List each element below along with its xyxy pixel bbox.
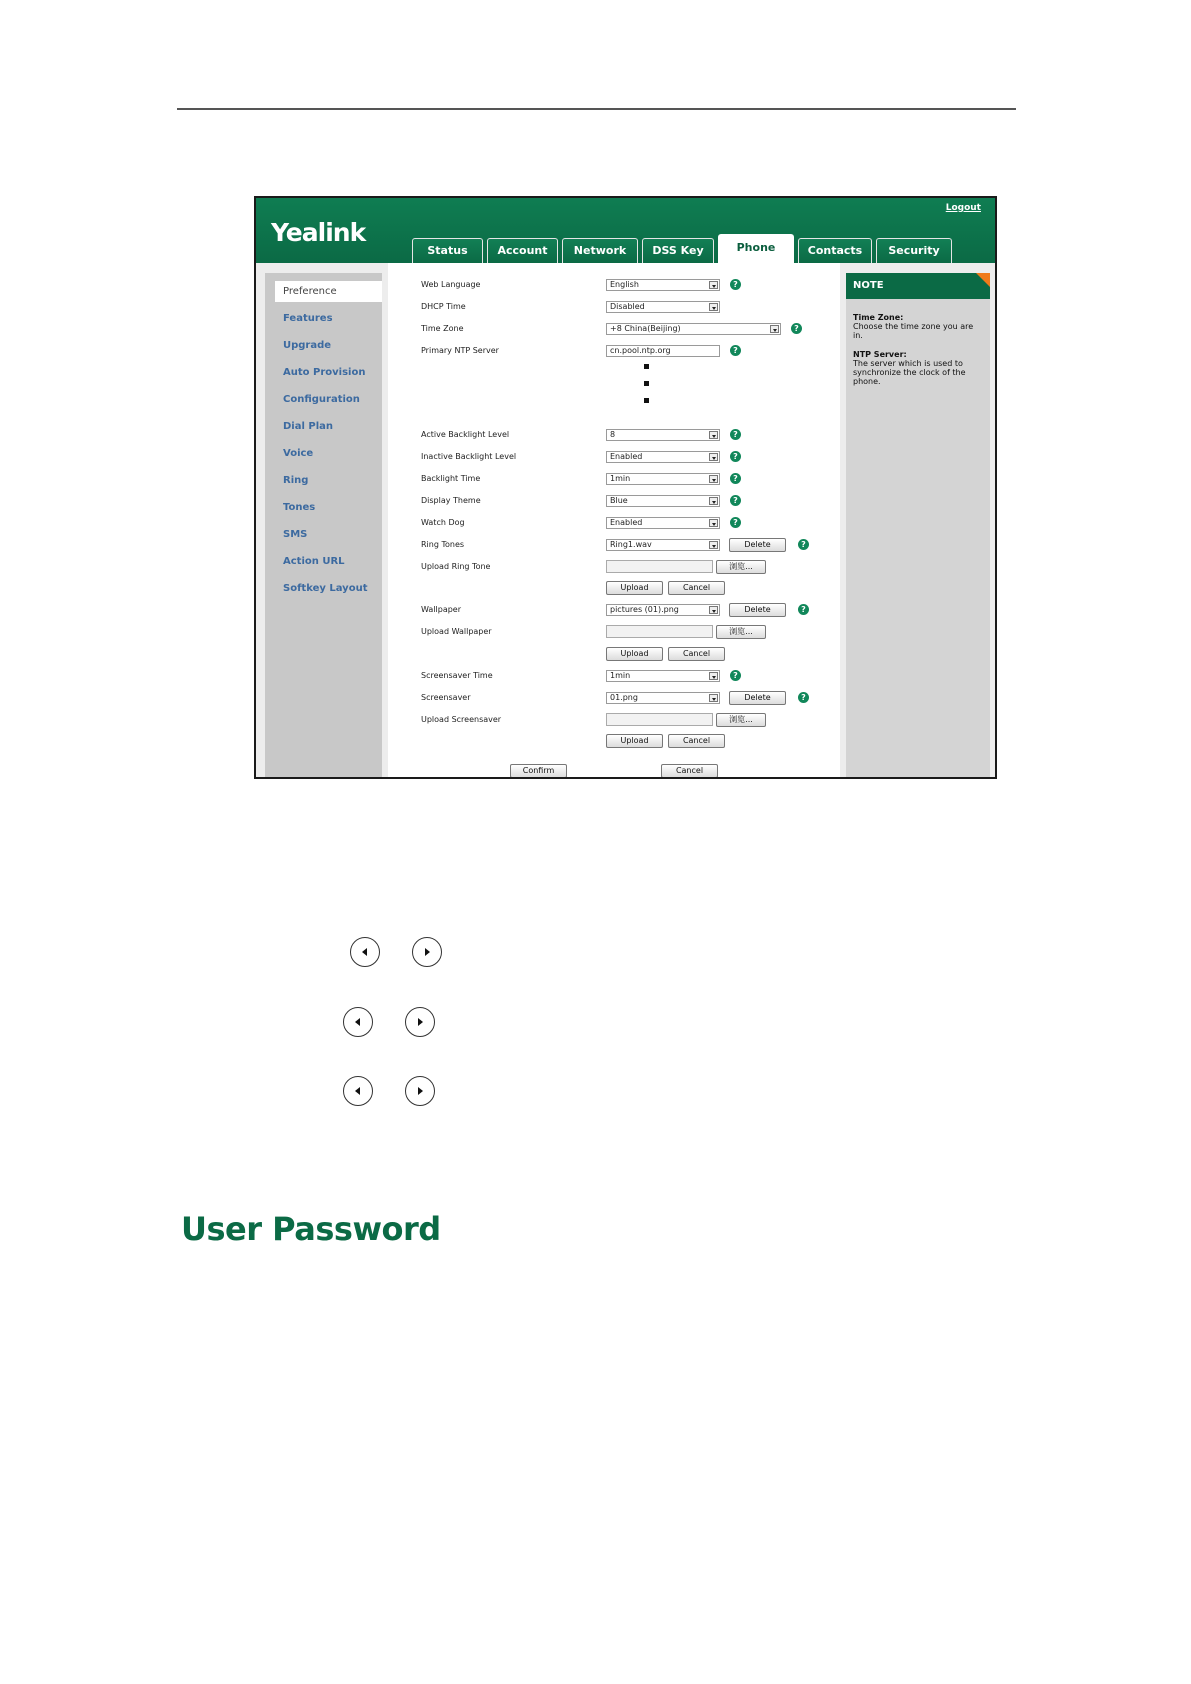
upload-ring-tone-button[interactable]: Upload	[606, 581, 663, 595]
logout-link[interactable]: Logout	[945, 203, 981, 213]
left-navigation-key-icon	[343, 1007, 373, 1037]
chevron-down-icon	[709, 606, 718, 614]
sidebar-item-upgrade[interactable]: Upgrade	[283, 340, 332, 351]
yealink-logo: Yealink	[271, 218, 366, 247]
display-theme-select[interactable]: Blue	[606, 495, 720, 507]
ring-tones-label: Ring Tones	[421, 540, 465, 549]
screensaver-select[interactable]: 01.png	[606, 692, 720, 704]
screensaver-time-select[interactable]: 1min	[606, 670, 720, 682]
body-area	[256, 263, 995, 779]
confirm-button[interactable]: Confirm	[510, 764, 567, 778]
time-zone-select[interactable]: +8 China(Beijing)	[606, 323, 781, 335]
tab-phone[interactable]: Phone	[718, 234, 794, 263]
sidebar-item-features[interactable]: Features	[283, 313, 333, 324]
help-icon[interactable]: ?	[730, 345, 741, 356]
tab-security[interactable]: Security	[876, 238, 952, 263]
inactive-backlight-select[interactable]: Enabled	[606, 451, 720, 463]
upload-screensaver-button[interactable]: Upload	[606, 734, 663, 748]
ellipsis-dot	[644, 381, 649, 386]
upload-ring-tone-label: Upload Ring Tone	[421, 562, 491, 571]
tab-dss-key[interactable]: DSS Key	[642, 238, 714, 263]
wallpaper-file-input[interactable]	[606, 625, 713, 638]
upload-wallpaper-label: Upload Wallpaper	[421, 627, 492, 636]
watch-dog-select[interactable]: Enabled	[606, 517, 720, 529]
screensaver-time-label: Screensaver Time	[421, 671, 493, 680]
help-icon[interactable]: ?	[730, 429, 741, 440]
wallpaper-select[interactable]: pictures (01).png	[606, 604, 720, 616]
ntp-server-input[interactable]: cn.pool.ntp.org	[606, 345, 720, 357]
right-navigation-key-icon	[412, 937, 442, 967]
web-language-label: Web Language	[421, 280, 481, 289]
display-theme-label: Display Theme	[421, 496, 481, 505]
screensaver-file-input[interactable]	[606, 713, 713, 726]
web-ui-screenshot	[254, 196, 997, 779]
upload-wallpaper-button[interactable]: Upload	[606, 647, 663, 661]
chevron-down-icon	[709, 453, 718, 461]
delete-screensaver-button[interactable]: Delete	[729, 691, 786, 705]
backlight-time-select[interactable]: 1min	[606, 473, 720, 485]
browse-ring-tone-button[interactable]: 浏览...	[716, 560, 766, 574]
note-title: NOTE	[846, 273, 990, 299]
active-backlight-select[interactable]: 8	[606, 429, 720, 441]
time-zone-label: Time Zone	[421, 324, 464, 333]
chevron-down-icon	[709, 497, 718, 505]
chevron-down-icon	[709, 694, 718, 702]
chevron-down-icon	[709, 281, 718, 289]
dhcp-time-select[interactable]: Disabled	[606, 301, 720, 313]
upload-screensaver-label: Upload Screensaver	[421, 715, 502, 724]
left-navigation-key-icon	[350, 937, 380, 967]
cancel-wallpaper-button[interactable]: Cancel	[668, 647, 725, 661]
top-bar	[256, 198, 995, 263]
sidebar-item-voice[interactable]: Voice	[283, 448, 314, 459]
browse-screensaver-button[interactable]: 浏览...	[716, 713, 766, 727]
sidebar-item-action-url[interactable]: Action URL	[283, 556, 345, 567]
section-title: User Password	[181, 1210, 441, 1248]
dhcp-time-label: DHCP Time	[421, 302, 466, 311]
chevron-down-icon	[770, 325, 779, 333]
chevron-down-icon	[709, 672, 718, 680]
chevron-down-icon	[709, 475, 718, 483]
browse-wallpaper-button[interactable]: 浏览...	[716, 625, 766, 639]
sidebar-item-configuration[interactable]: Configuration	[283, 394, 360, 405]
note-time-zone-title: Time Zone:	[853, 313, 904, 322]
chevron-down-icon	[709, 303, 718, 311]
note-body	[853, 313, 983, 396]
web-language-select[interactable]: English	[606, 279, 720, 291]
cancel-screensaver-button[interactable]: Cancel	[668, 734, 725, 748]
help-icon[interactable]: ?	[730, 451, 741, 462]
chevron-down-icon	[709, 519, 718, 527]
tab-network[interactable]: Network	[562, 238, 638, 263]
ellipsis-dot	[644, 398, 649, 403]
ring-tone-file-input[interactable]	[606, 560, 713, 573]
chevron-down-icon	[709, 541, 718, 549]
ring-tones-select[interactable]: Ring1.wav	[606, 539, 720, 551]
note-panel	[846, 273, 990, 779]
delete-ring-tone-button[interactable]: Delete	[729, 538, 786, 552]
help-icon[interactable]: ?	[798, 604, 809, 615]
help-icon[interactable]: ?	[730, 517, 741, 528]
tab-status[interactable]: Status	[412, 238, 483, 263]
sidebar-item-ring[interactable]: Ring	[283, 475, 309, 486]
note-ntp-text: The server which is used to synchronize the clock of the phone.	[853, 359, 966, 386]
help-icon[interactable]: ?	[798, 539, 809, 550]
note-corner-icon	[976, 273, 990, 287]
chevron-down-icon	[709, 431, 718, 439]
tab-account[interactable]: Account	[487, 238, 558, 263]
sidebar-item-sms[interactable]: SMS	[283, 529, 308, 540]
ellipsis-dot	[644, 364, 649, 369]
note-time-zone-text: Choose the time zone you are in.	[853, 322, 974, 340]
help-icon[interactable]: ?	[730, 279, 741, 290]
sidebar-item-tones[interactable]: Tones	[283, 502, 316, 513]
sidebar-item-softkey-layout[interactable]: Softkey Layout	[283, 583, 368, 594]
help-icon[interactable]: ?	[791, 323, 802, 334]
preference-form	[388, 263, 840, 779]
right-navigation-key-icon	[405, 1076, 435, 1106]
help-icon[interactable]: ?	[730, 670, 741, 681]
wallpaper-label: Wallpaper	[421, 605, 462, 614]
left-navigation-key-icon	[343, 1076, 373, 1106]
help-icon[interactable]: ?	[730, 473, 741, 484]
ntp-server-label: Primary NTP Server	[421, 346, 499, 355]
help-icon[interactable]: ?	[798, 692, 809, 703]
sidebar-item-dial-plan[interactable]: Dial Plan	[283, 421, 334, 432]
active-backlight-label: Active Backlight Level	[421, 430, 510, 439]
cancel-button[interactable]: Cancel	[661, 764, 718, 778]
sidebar-item-auto-provision[interactable]: Auto Provision	[283, 367, 366, 378]
inactive-backlight-label: Inactive Backlight Level	[421, 452, 517, 461]
tab-contacts[interactable]: Contacts	[798, 238, 872, 263]
help-icon[interactable]: ?	[730, 495, 741, 506]
right-navigation-key-icon	[405, 1007, 435, 1037]
backlight-time-label: Backlight Time	[421, 474, 481, 483]
delete-wallpaper-button[interactable]: Delete	[729, 603, 786, 617]
page-header-rule	[177, 108, 1016, 110]
screensaver-label: Screensaver	[421, 693, 471, 702]
sidebar	[265, 273, 382, 779]
watch-dog-label: Watch Dog	[421, 518, 465, 527]
sidebar-item-preference[interactable]: Preference	[275, 281, 382, 302]
cancel-ring-tone-button[interactable]: Cancel	[668, 581, 725, 595]
note-ntp-title: NTP Server:	[853, 350, 907, 359]
